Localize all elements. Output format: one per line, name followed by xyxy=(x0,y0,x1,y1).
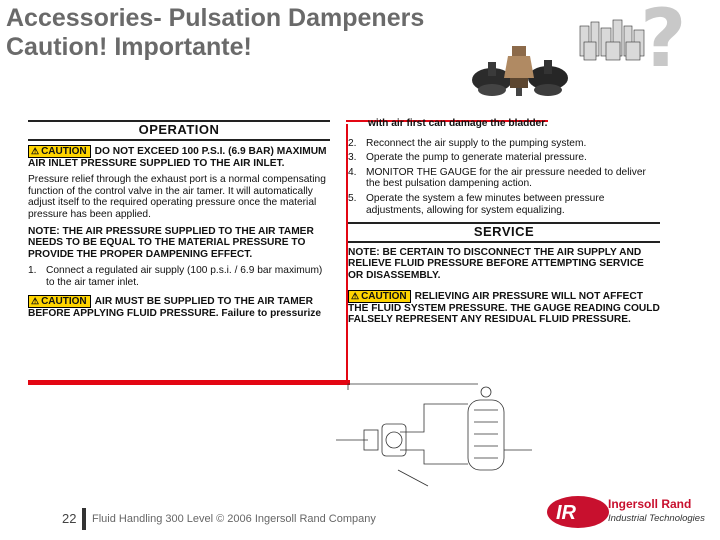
caution-badge xyxy=(28,145,91,158)
operation-steps xyxy=(28,265,330,288)
footer-copyright: Fluid Handling 300 Level © 2006 Ingersoll Rand Company xyxy=(92,513,376,525)
step-4: 4. MONITOR THE GAUGE for the air pressure needed to deliver the best pulsation dampening action. xyxy=(348,166,646,190)
step-5: 5. Operate the system a few minutes between pressure adjustments, allowing for system equalizing. xyxy=(348,192,605,216)
warning-triangle-icon: ⚠ xyxy=(351,290,360,301)
logo-division: Industrial Technologies xyxy=(608,513,705,524)
caution-label: CAUTION xyxy=(361,290,407,302)
caution-max-pressure xyxy=(28,145,330,170)
caution-relieving xyxy=(348,290,660,326)
pulsation-dampener-photo xyxy=(462,40,574,102)
warning-triangle-icon: ⚠ xyxy=(31,295,40,306)
caution-text-3: RELIEVING AIR PRESSURE WILL NOT AFFECT THE FLUID SYSTEM PRESSURE. THE GAUGE READING COULD FALSELY REPRESENT ANY RESIDUAL FLUID PRESSURE. xyxy=(348,290,660,326)
slide-title xyxy=(6,4,424,62)
logo-company-name: Ingersoll Rand xyxy=(608,497,692,511)
warning-triangle-icon: ⚠ xyxy=(31,145,40,156)
operation-heading: OPERATION xyxy=(138,122,220,137)
note-air-pressure: NOTE: THE AIR PRESSURE SUPPLIED TO THE AIR TAMER NEEDS TO BE EQUAL TO THE MATERIAL PRESSURE TO PROVIDE THE PROPER DAMPENING EFFECT. xyxy=(28,225,314,260)
question-mark-icon: ? xyxy=(640,0,687,85)
product-lineup-image xyxy=(578,12,648,64)
slide-footer xyxy=(0,497,720,540)
page-number: 22 xyxy=(62,511,77,526)
caution-badge xyxy=(28,295,91,308)
title-line-2: Caution! Importante! xyxy=(6,33,252,61)
typical-system-diagram xyxy=(328,380,540,492)
step-3: 3. Operate the pump to generate material pressure. xyxy=(348,152,587,164)
manual-excerpt xyxy=(28,118,660,386)
service-heading: SERVICE xyxy=(473,224,535,240)
title-line-1: Accessories- Pulsation Dampeners xyxy=(6,4,425,32)
caution-air-first xyxy=(28,295,330,320)
svg-text:IR: IR xyxy=(556,502,576,524)
right-column xyxy=(348,118,660,331)
step-2: 2. Reconnect the air supply to the pumping system. xyxy=(348,137,587,149)
page-divider xyxy=(82,508,86,530)
note-disconnect: NOTE: BE CERTAIN TO DISCONNECT THE AIR SUPPLY AND RELIEVE FLUID PRESSURE BEFORE ATTEMPTING SERVICE OR DISASSEMBLY. xyxy=(348,246,644,281)
bladder-warning-continuation: with air first can damage the bladder. xyxy=(368,118,548,129)
operation-steps-continued xyxy=(348,138,660,217)
red-highlight-bottom xyxy=(28,380,350,385)
pressure-relief-paragraph: Pressure relief through the exhaust port is a normal compensating function of the control valve in the air tamer. It will automatically adjust itself to the required operating pressure once the material pressure has been applied. xyxy=(28,174,326,220)
caution-text-1: DO NOT EXCEED 100 P.S.I. (6.9 BAR) MAXIMUM AIR INLET PRESSURE SUPPLIED TO THE AIR INLET. xyxy=(28,145,327,169)
caution-badge xyxy=(348,290,411,303)
caution-label: CAUTION xyxy=(41,295,87,307)
operation-column xyxy=(28,118,330,324)
caution-label: CAUTION xyxy=(41,145,87,157)
caution-text-2: AIR MUST BE SUPPLIED TO THE AIR TAMER BEFORE APPLYING FLUID PRESSURE. Failure to pressurize xyxy=(28,295,322,319)
step-1: 1. Connect a regulated air supply (100 p.s.i. / 6.9 bar maximum) to the air tamer inlet. xyxy=(28,265,323,288)
